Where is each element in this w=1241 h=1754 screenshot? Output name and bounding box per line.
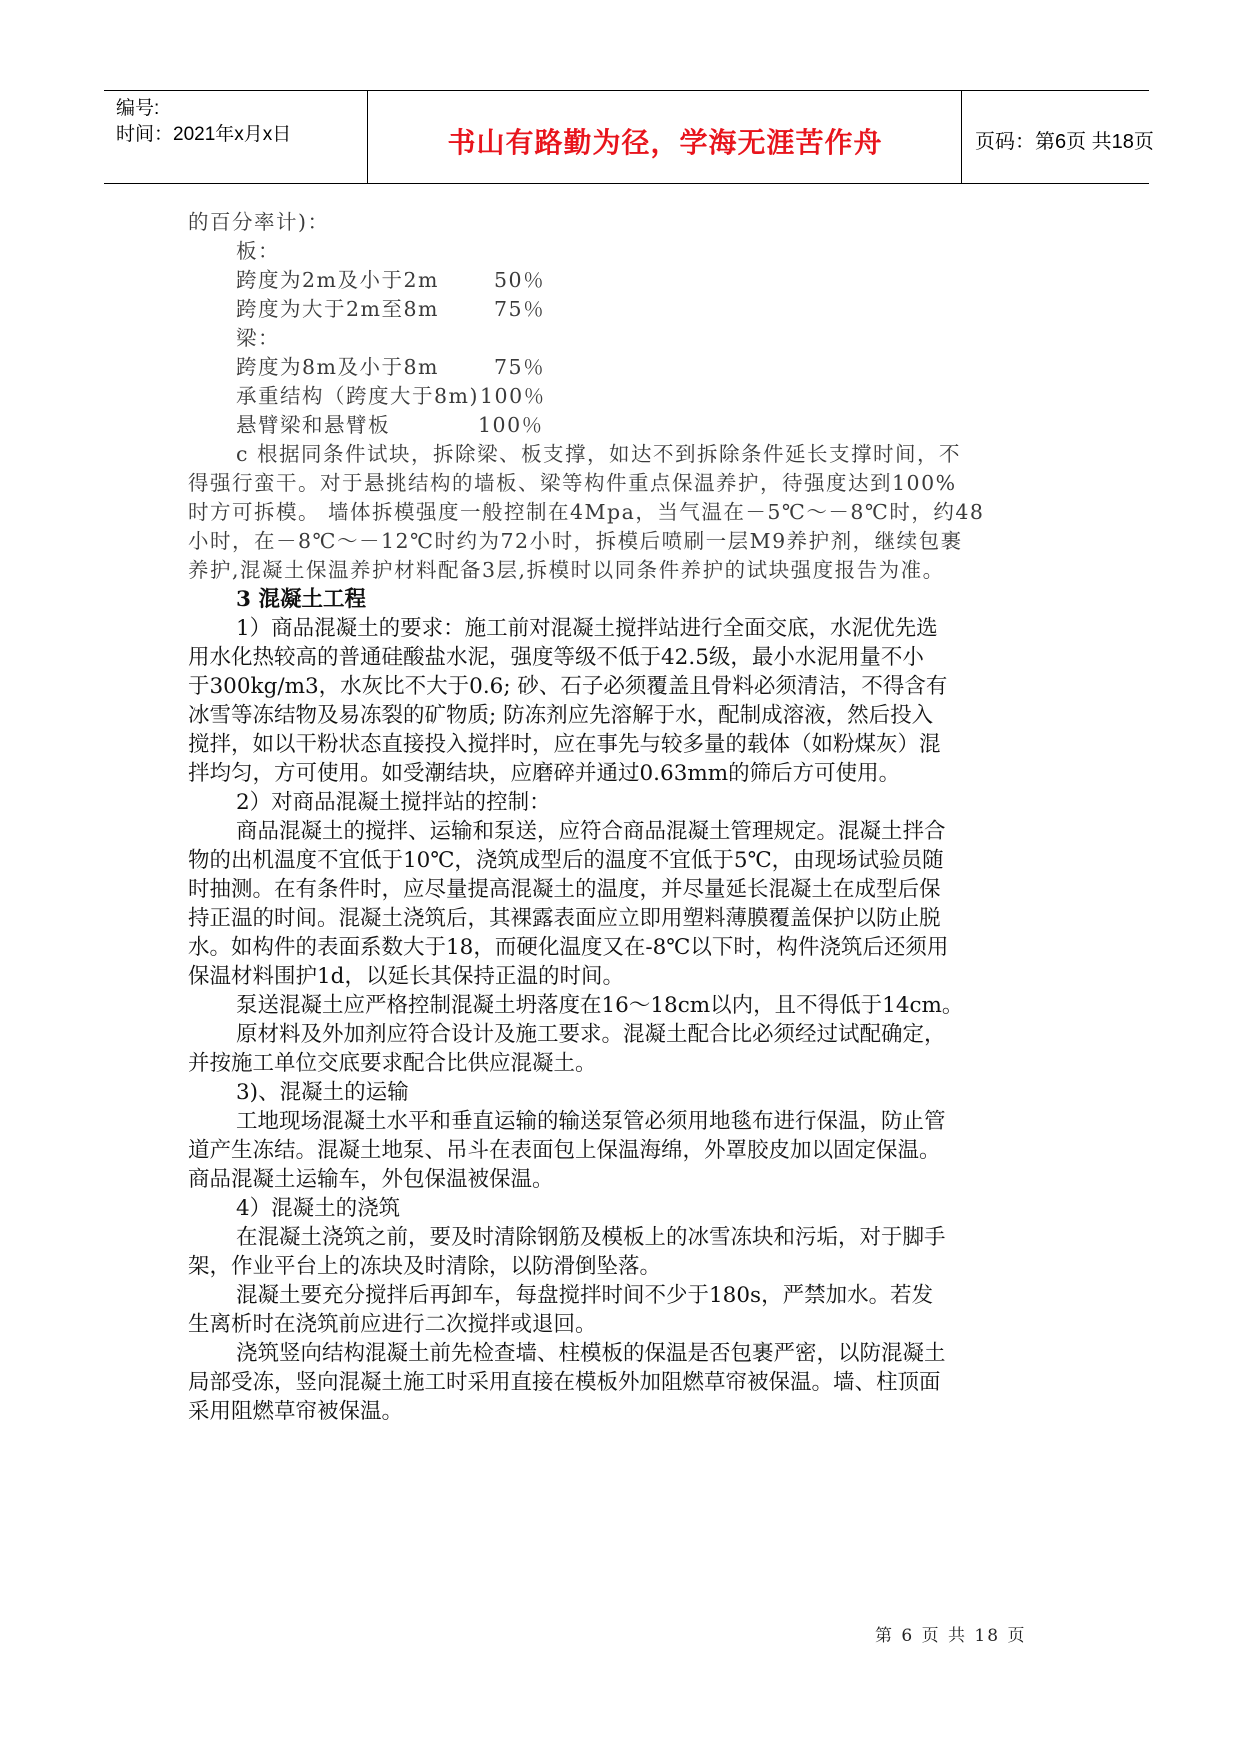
body-line: 养护,混凝土保温养护材料配备3层,拆模时以同条件养护的试块强度报告为准。 [188, 558, 945, 582]
body-line: 商品混凝土运输车，外包保温被保温。 [188, 1167, 554, 1192]
body-line: 1）商品混凝土的要求：施工前对混凝土搅拌站进行全面交底，水泥优先选 [236, 616, 938, 641]
body-line: 在混凝土浇筑之前，要及时清除钢筋及模板上的冰雪冻块和污垢，对于脚手 [236, 1225, 946, 1250]
motto-text: 书山有路勤为径，学海无涯苦作舟 [447, 126, 883, 159]
body-line: 用水化热较高的普通硅酸盐水泥，强度等级不低于42.5级，最小水泥用量不小 [188, 645, 924, 670]
body-line: 物的出机温度不宜低于10℃，浇筑成型后的温度不宜低于5℃，由现场试验员随 [188, 848, 944, 873]
percent-value: 100％ [478, 413, 544, 437]
body-line: 时方可拆模。 墙体拆模强度一般控制在4Mpa，当气温在－5℃～－8℃时，约48 [188, 500, 985, 524]
body-line: 小时，在－8℃～－12℃时约为72小时，拆模后喷刷一层M9养护剂，继续包裹 [188, 529, 963, 553]
body-line: 搅拌，如以干粉状态直接投入搅拌时，应在事先与较多量的载体（如粉煤灰）混 [188, 732, 941, 757]
body-line: 水。如构件的表面系数大于18，而硬化温度又在-8℃以下时，构件浇筑后还须用 [188, 935, 949, 960]
serial-label: 编号: [116, 98, 160, 119]
body-line: 持正温的时间。混凝土浇筑后，其裸露表面应立即用塑料薄膜覆盖保护以防止脱 [188, 906, 941, 931]
body-line: 拌均匀，方可使用。如受潮结块，应磨碎并通过0.63mm的筛后方可使用。 [188, 761, 901, 786]
body-line: 跨度为2m及小于2m [236, 268, 439, 292]
body-line: 商品混凝土的搅拌、运输和泵送，应符合商品混凝土管理规定。混凝土拌合 [236, 819, 946, 844]
body-line: 道产生冻结。混凝土地泵、吊斗在表面包上保温海绵，外罩胶皮加以固定保温。 [188, 1138, 941, 1163]
body-line: 保温材料围护1d，以延长其保持正温的时间。 [188, 964, 624, 989]
section-heading: 3 混凝土工程 [236, 587, 366, 612]
body-line: 得强行蛮干。对于悬挑结构的墙板、梁等构件重点保温养护，待强度达到100% [188, 471, 957, 495]
header-info-cell [104, 91, 368, 183]
body-line: 跨度为大于2m至8m [236, 297, 439, 321]
body-line: 泵送混凝土应严格控制混凝土坍落度在16～18cm以内，且不得低于14cm。 [236, 993, 964, 1018]
body-line: 跨度为8m及小于8m [236, 355, 439, 379]
percent-value: 75％ [494, 355, 546, 379]
header-motto-cell [369, 91, 962, 183]
body-line: 2）对商品混凝土搅拌站的控制： [236, 790, 551, 815]
percent-value: 50％ [494, 268, 546, 292]
body-line: 局部受冻，竖向混凝土施工时采用直接在模板外加阻燃草帘被保温。墙、柱顶面 [188, 1370, 941, 1395]
body-line: 悬臂梁和悬臂板 [236, 413, 390, 437]
body-line: 3)、混凝土的运输 [236, 1080, 409, 1105]
footer-page-number: 第 6 页 共 18 页 [875, 1626, 1027, 1646]
body-line: 架，作业平台上的冻块及时清除，以防滑倒坠落。 [188, 1254, 662, 1279]
header-page-number: 页码：第6页 共18页 [975, 131, 1154, 153]
body-line: 采用阻燃草帘被保温。 [188, 1399, 404, 1424]
body-line: 冰雪等冻结物及易冻裂的矿物质; 防冻剂应先溶解于水，配制成溶液，然后投入 [188, 703, 934, 728]
body-line: 于300kg/m3，水灰比不大于0.6; 砂、石子必须覆盖且骨料必须清洁，不得含有 [188, 674, 948, 699]
body-line: 浇筑竖向结构混凝土前先检查墙、柱模板的保温是否包裹严密，以防混凝土 [236, 1341, 946, 1366]
page-header [104, 90, 1154, 184]
body-line: 板： [236, 239, 280, 263]
body-line: c 根据同条件试块，拆除梁、板支撑，如达不到拆除条件延长支撑时间，不 [236, 442, 961, 466]
body-line: 并按施工单位交底要求配合比供应混凝土。 [188, 1051, 597, 1076]
body-line: 时抽测。在有条件时，应尽量提高混凝土的温度，并尽量延长混凝土在成型后保 [188, 877, 941, 902]
header-page-cell [963, 91, 1154, 183]
body-line: 承重结构（跨度大于8m) [236, 384, 479, 408]
percent-value: 75％ [494, 297, 546, 321]
body-line: 工地现场混凝土水平和垂直运输的输送泵管必须用地毯布进行保温，防止管 [236, 1109, 946, 1134]
body-line: 原材料及外加剂应符合设计及施工要求。混凝土配合比必须经过试配确定， [236, 1022, 946, 1047]
percent-value: 100％ [480, 384, 546, 408]
time-label: 时间：2021年x月x日 [116, 124, 292, 145]
body-line: 4）混凝土的浇筑 [236, 1196, 401, 1221]
body-line: 的百分率计)： [188, 210, 330, 234]
body-line: 生离析时在浇筑前应进行二次搅拌或退回。 [188, 1312, 597, 1337]
body-line: 梁： [236, 326, 280, 350]
body-line: 混凝土要充分搅拌后再卸车，每盘搅拌时间不少于180s，严禁加水。若发 [236, 1283, 934, 1308]
